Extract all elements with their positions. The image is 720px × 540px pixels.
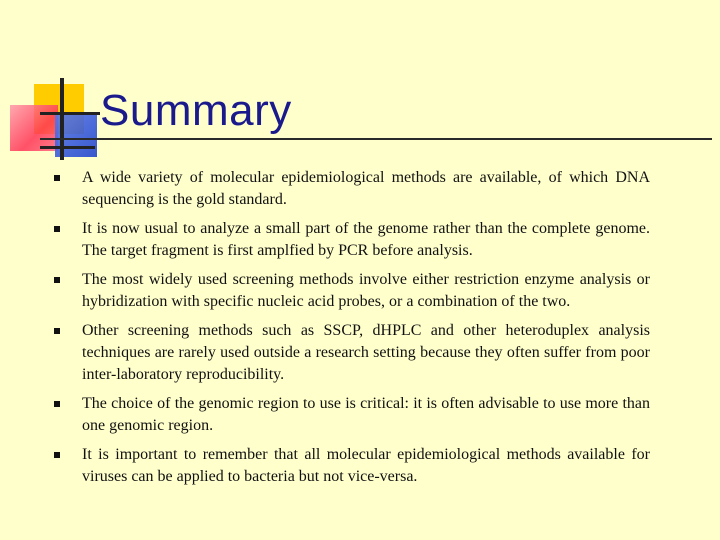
- decorative-squares-logo-icon: [0, 0, 100, 170]
- bullet-item: [48, 269, 650, 313]
- bullet-text: The choice of the genomic region to use is critical: it is often advisable to use more than one genomic region.: [82, 395, 650, 434]
- bullet-text: The most widely used screening methods involve either restriction enzyme analysis or hybridization with specific nucleic acid probes, or a combination of the two.: [82, 271, 650, 310]
- logo-horizontal-line-bottom: [40, 146, 95, 149]
- logo-horizontal-line-top: [40, 112, 100, 115]
- square-bullet-icon: [54, 277, 60, 283]
- bullet-item: [48, 393, 650, 437]
- bullet-list: [48, 167, 650, 495]
- bullet-text: It is important to remember that all molecular epidemiological methods available for viruses can be applied to bacteria but not vice-versa.: [82, 446, 650, 485]
- square-bullet-icon: [54, 401, 60, 407]
- square-bullet-icon: [54, 226, 60, 232]
- bullet-item: [48, 320, 650, 386]
- bullet-item: [48, 167, 650, 211]
- bullet-text: A wide variety of molecular epidemiological methods are available, of which DNA sequencing is the gold standard.: [82, 169, 650, 208]
- square-bullet-icon: [54, 452, 60, 458]
- square-bullet-icon: [54, 175, 60, 181]
- slide-title: Summary: [100, 86, 292, 135]
- bullet-text: It is now usual to analyze a small part of the genome rather than the complete genome. The target fragment is first amplfied by PCR before analysis.: [82, 220, 650, 259]
- bullet-item: [48, 444, 650, 488]
- bullet-text: Other screening methods such as SSCP, dHPLC and other heteroduplex analysis techniques are rarely used outside a research setting because they often suffer from poor inter-laboratory reproducibility.: [82, 322, 650, 383]
- square-bullet-icon: [54, 328, 60, 334]
- bullet-item: [48, 218, 650, 262]
- title-underline-divider: [40, 138, 712, 140]
